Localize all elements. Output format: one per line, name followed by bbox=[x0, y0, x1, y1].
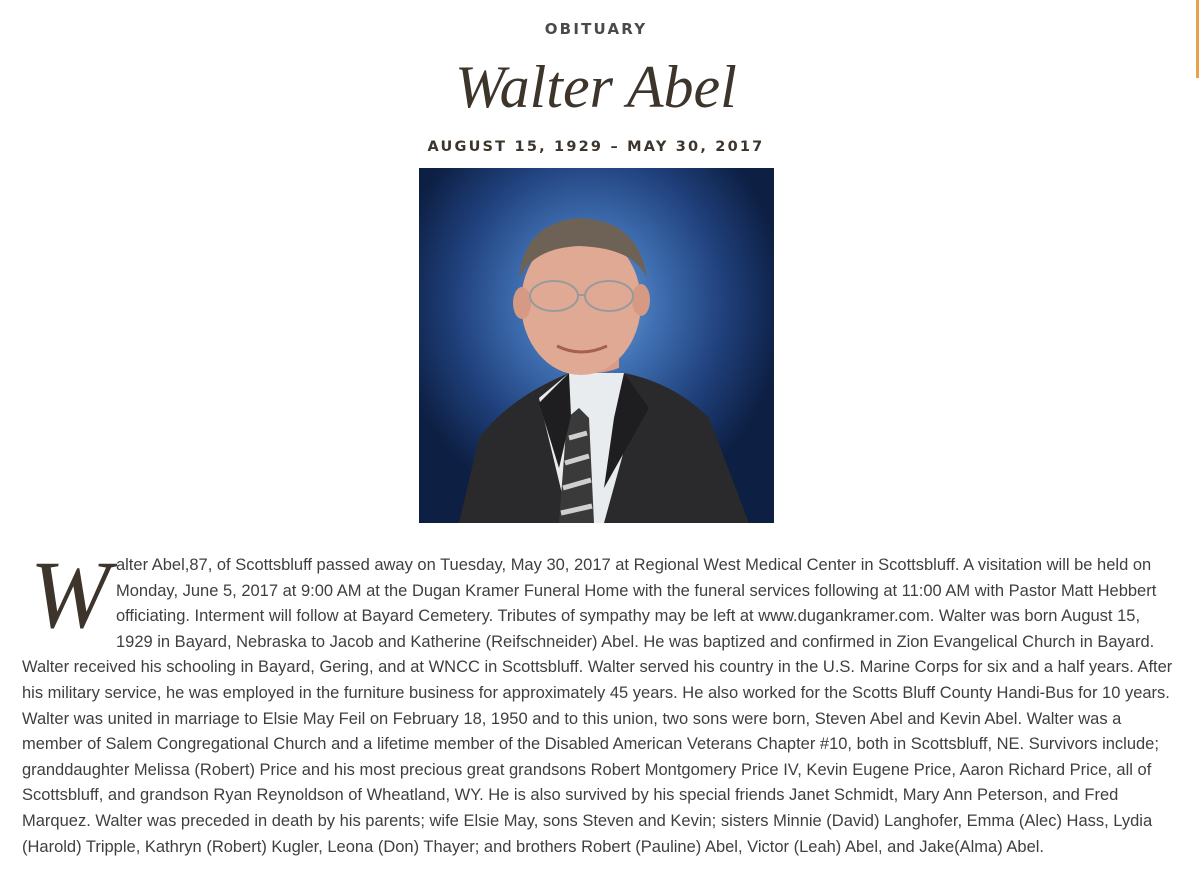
portrait-photo bbox=[419, 168, 774, 523]
obituary-body bbox=[22, 541, 1174, 860]
life-dates: AUGUST 15, 1929 – MAY 30, 2017 bbox=[427, 139, 765, 155]
obituary-kicker: OBITUARY bbox=[544, 20, 648, 38]
drop-cap: W bbox=[30, 541, 110, 648]
obituary-text: alter Abel,87, of Scottsbluff passed away on Tuesday, May 30, 2017 at Regional West Medical Center in Scottsbluff. A visitation will be held on Monday, June 5, 2017 at 9:00 AM at the Dugan Kramer Funeral Home with the funeral services following at 11:00 AM with Pastor Matt Hebbert officiating. Interment will follow at Bayard Cemetery. Tributes of sympathy may be left at www.dugankramer.com. Walter was born August 15, 1929 in Bayard, Nebraska to Jacob and Katherine (Reifschneider) Abel. He was baptized and confirmed in Zion Evangelical Church in Bayard. Walter received his schooling in Bayard, Gering, and at WNCC in Scottsbluff. Walter served his country in the U.S. Marine Corps for six and a half years. After his military service, he was employed in the furniture business for approximately 45 years. He also worked for the Scotts Bluff County Handi-Bus for 10 years. Walter was united in marriage to Elsie May Feil on February 18, 1950 and to this union, two sons were born, Steven Abel and Kevin Abel. Walter was a member of Salem Congregational Church and a lifetime member of the Disabled American Veterans Chapter #10, both in Scottsbluff, NE. Survivors include; granddaughter Melissa (Robert) Price and his most precious great grandsons Robert Montgomery Price IV, Kevin Eugene Price, Aaron Richard Price, all of Scottsbluff, and grandson Ryan Reynoldson of Wheatland, WY. He is also survived by his special friends Janet Schmidt, Mary Ann Peterson, and Fred Marquez. Walter was preceded in death by his parents; wife Elsie May, sons Steven and Kevin; sisters Minnie (David) Langhofer, Emma (Alec) Hass, Lydia (Harold) Tripple, Kathryn (Robert) Kugler, Leona (Don) Thayer; and brothers Robert (Pauline) Abel, Victor (Leah) Abel, and Jake(Alma) Abel. bbox=[22, 556, 1173, 856]
deceased-name: Walter Abel bbox=[455, 54, 737, 120]
